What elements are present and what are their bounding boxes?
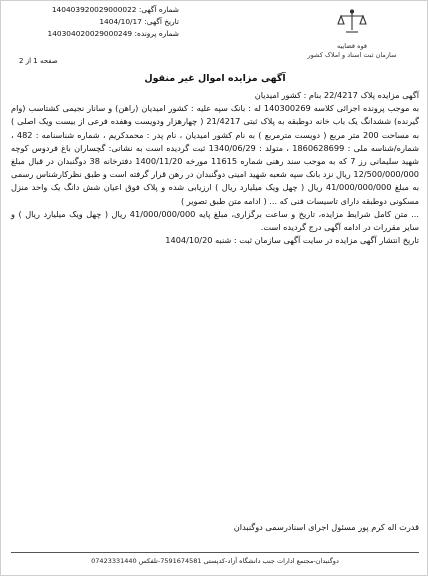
ad-number: شماره آگهی: 140403920029000022 [51, 5, 179, 14]
emblem-line-judiciary: قوه قضاییه [337, 42, 367, 50]
case-number: شماره پرونده: 140304020029000249 [47, 29, 179, 38]
ad-meta-block [47, 4, 179, 40]
body-paragraph: آگهی مزایده پلاک 22/4217 بنام : کشور امیدیان [254, 90, 419, 100]
document-body [11, 89, 419, 247]
footer-divider [11, 552, 419, 553]
body-paragraph: به موجب پرونده اجرائی کلاسه 140300269 له : بانک سپه علیه : کشور امیدیان (راهن) و سانار نجیمی کشتاسب (وام گیرنده) ششدانگ یک باب خانه دوطبقه به پلاک ثبتی 21/4217 ( چهارهزار ودویست وهفده فرعی از بیست ویک اصلی ) به مساحت 200 متر مربع ( دویست مترمربع ) به نام کشور امیدیان ، نام پدر : محمدکریم ، شماره شناسنامه : 482 ، شماره/شناسه ملی : 1860628699 ، متولد : 1340/06/29 ثبت گردیده است به نشانی: گچساران باغ فردوس کوچه شهید سلیمانی رز 7 که به موجب سند رهنی شماره 11615 مورخه 1400/11/20 دفترخانه 38 دوگنبدان در قبال مبلغ 12/500/000/000 ریال نزد بانک سپه شعبه شهید امینی دوگنبدان در رهن قرار گرفته است و طبق نظرکارشناس رسمی به مبلغ 41/000/000/000 ریال ( چهل ویک میلیارد ریال ) ارزیابی شده و پلاک فوق اعیان شش دانگ یک واحد منزل مسکونی دوطبقه دارای تاسیسات فنی که ... ( ادامه متن طبق تصویر ) [11, 103, 419, 206]
ad-date: تاریخ آگهی: 1404/10/17 [99, 17, 179, 26]
body-paragraph: ... متن کامل شرایط مزایده، تاریخ و ساعت برگزاری، مبلغ پایه 41/000/000/000 ریال ( چهل ویک میلیارد ریال ) و سایر مقررات در ادامه آگهی درج گردیده است. [11, 208, 419, 233]
page-indicator: صفحه 1 از 2 [19, 57, 58, 65]
emblem-line-registry: سازمان ثبت اسناد و املاک کشور [307, 51, 397, 59]
signer-line: قدرت اله کرم پور مسئول اجرای اسنادرسمی دوگنبدان [233, 522, 419, 532]
emblem-icon [334, 8, 370, 38]
judiciary-emblem [297, 8, 407, 60]
document-title: آگهی مزایده اموال غیر منقول [144, 73, 286, 84]
body-paragraph: تاریخ انتشار آگهی مزایده در سایت آگهی سازمان ثبت : شنبه 1404/10/20 [165, 235, 419, 246]
footer-address: دوگنبدان-مجتمع ادارات جنب دانشگاه آزاد-کدپستی 7591674581-تلفکس 07423331440 [91, 557, 339, 565]
